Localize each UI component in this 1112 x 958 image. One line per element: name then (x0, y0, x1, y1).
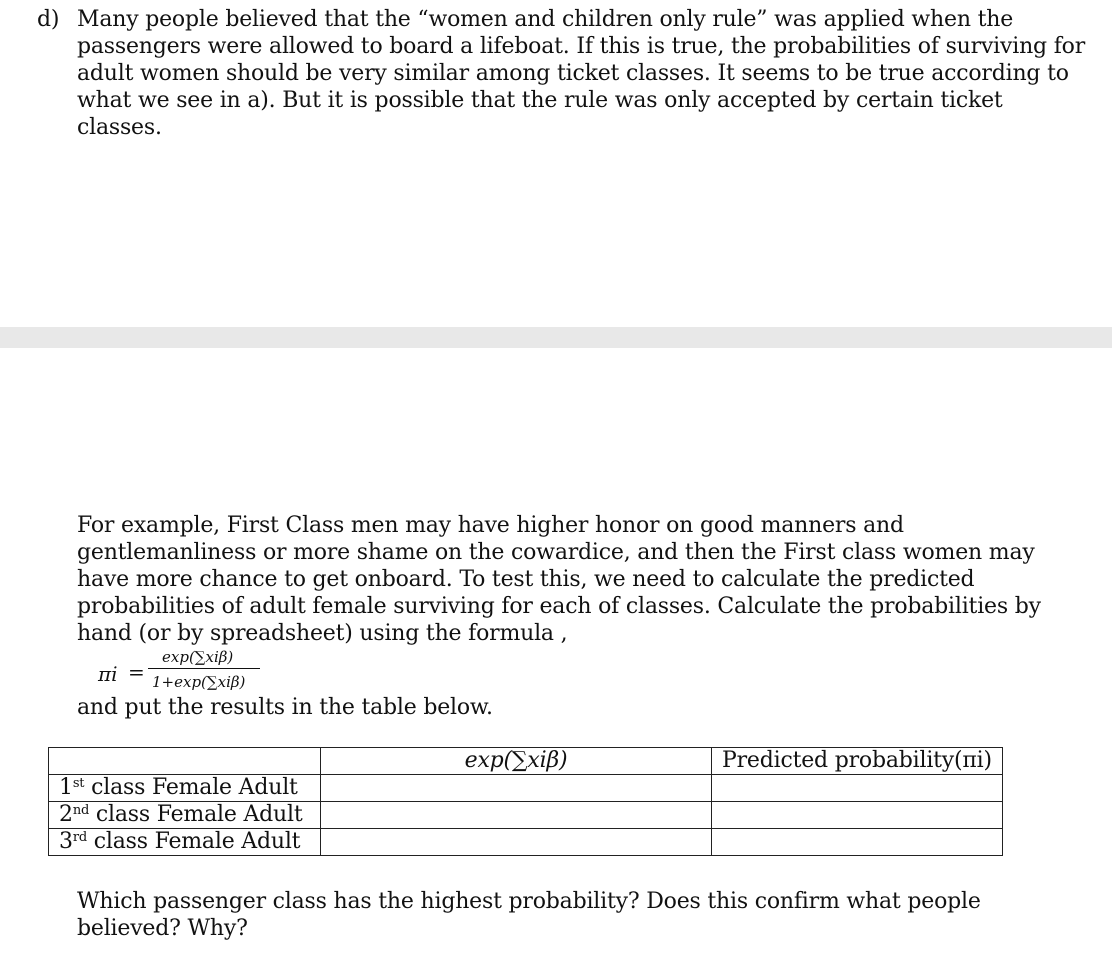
row-label: class Female Adult (84, 775, 298, 800)
prob-value-cell[interactable] (712, 829, 1003, 856)
row-label: class Female Adult (86, 829, 301, 854)
example-paragraph: For example, First Class men may have higher honor on good manners and gentlemanliness or more shame on the cowardice, and then the First class women may have more chance to get onboard. To test this, we need to calculate the predicted probabilities of adult female surviving for each of classes. Calculate the probabilities by hand (or by spreadsheet) using the formula , (77, 513, 1041, 646)
formula-denominator: 1+exp(∑xiβ) (152, 673, 246, 691)
ordinal-number: 1 (59, 775, 73, 800)
formula-lhs: πi (98, 662, 118, 686)
ordinal-suffix: rd (72, 830, 87, 845)
row-label: class Female Adult (89, 802, 303, 827)
final-question: Which passenger class has the highest probability? Does this confirm what people believed? Why? (77, 889, 981, 941)
probability-table (48, 747, 1003, 856)
row-label-cell (49, 802, 321, 829)
formula-numerator: exp(∑xiβ) (162, 648, 234, 666)
exp-value-cell[interactable] (321, 829, 712, 856)
prob-value-cell[interactable] (712, 802, 1003, 829)
table-row (49, 802, 1003, 829)
prob-value-cell[interactable] (712, 775, 1003, 802)
table-instruction: and put the results in the table below. (77, 695, 493, 720)
header-prob-cell: Predicted probability(πi) (712, 748, 1003, 775)
row-label-cell (49, 829, 321, 856)
table-header-row (49, 748, 1003, 775)
probability-formula (98, 648, 298, 698)
ordinal-suffix: nd (72, 803, 90, 818)
header-exp-cell: exp(∑xiβ) (321, 748, 712, 775)
page-divider (0, 327, 1112, 348)
exp-value-cell[interactable] (321, 775, 712, 802)
intro-paragraph: Many people believed that the “women and children only rule” was applied when the passengers were allowed to board a lifeboat. If this is true, the probabilities of surviving for adult women should be very similar among ticket classes. It seems to be true according to what we see in a). But it is possible that the rule was only accepted by certain ticket classes. (77, 7, 1086, 140)
fraction-bar (148, 668, 260, 669)
ordinal-number: 3 (59, 829, 73, 854)
ordinal-number: 2 (59, 802, 73, 827)
question-label: d) (37, 7, 60, 32)
table-row (49, 829, 1003, 856)
row-label-cell (49, 775, 321, 802)
exp-value-cell[interactable] (321, 802, 712, 829)
formula-equals: = (128, 660, 145, 684)
header-blank-cell (49, 748, 321, 775)
ordinal-suffix: st (72, 776, 85, 791)
table-row (49, 775, 1003, 802)
